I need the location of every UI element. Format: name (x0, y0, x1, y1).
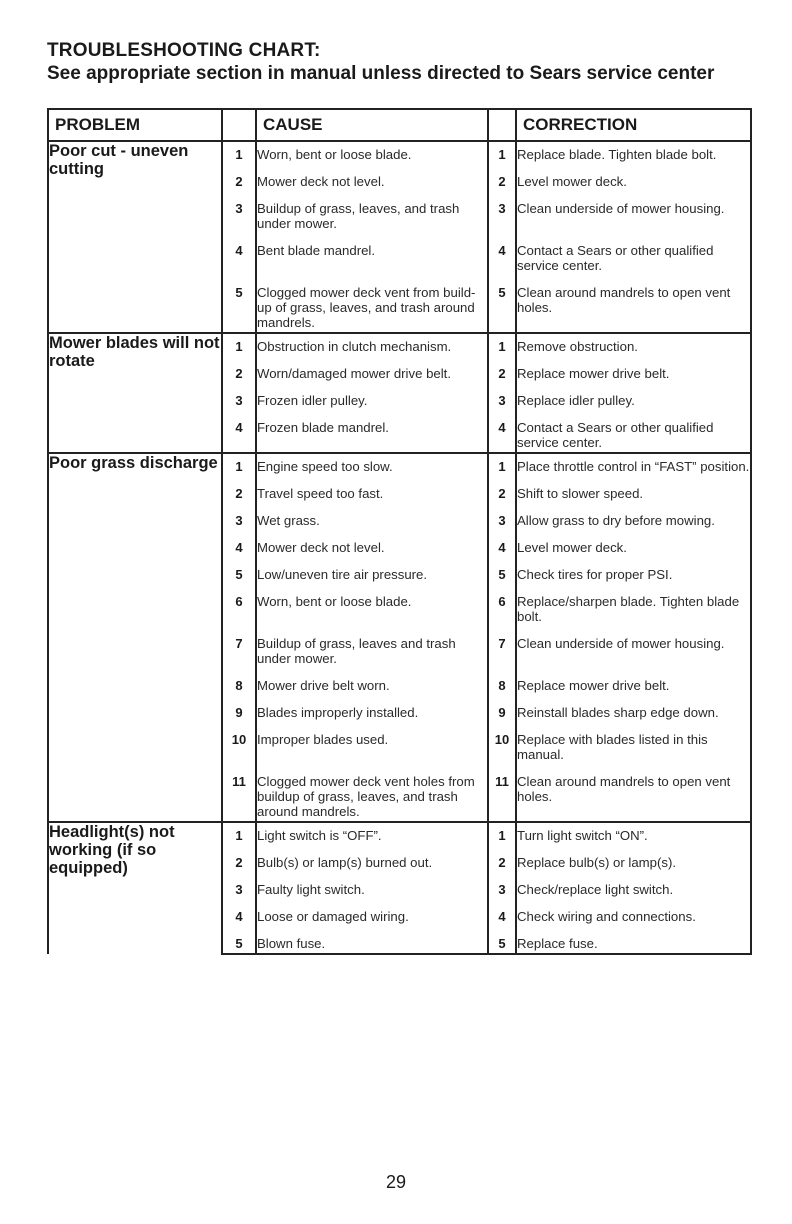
correction-number: 4 (488, 903, 516, 930)
correction-number: 7 (488, 630, 516, 672)
correction-number: 3 (488, 507, 516, 534)
correction-number: 5 (488, 930, 516, 954)
table-row (48, 141, 751, 168)
correction-cell: Replace bulb(s) or lamp(s). (516, 849, 751, 876)
correction-number: 2 (488, 168, 516, 195)
correction-cell: Clean underside of mower housing. (516, 195, 751, 237)
cause-number: 11 (222, 768, 256, 822)
correction-number: 4 (488, 237, 516, 279)
correction-cell: Clean around mandrels to open vent holes. (516, 768, 751, 822)
cause-cell: Engine speed too slow. (256, 453, 488, 480)
cause-cell: Bulb(s) or lamp(s) burned out. (256, 849, 488, 876)
problem-cell: Poor cut - uneven cutting (48, 141, 222, 333)
table-header-row (48, 109, 751, 141)
correction-number: 4 (488, 534, 516, 561)
correction-cell: Shift to slower speed. (516, 480, 751, 507)
cause-number: 6 (222, 588, 256, 630)
correction-number: 3 (488, 387, 516, 414)
page-number: 29 (385, 1172, 407, 1192)
cause-cell: Mower drive belt worn. (256, 672, 488, 699)
correction-number: 3 (488, 195, 516, 237)
cause-cell: Worn/damaged mower drive belt. (256, 360, 488, 387)
troubleshooting-table (47, 108, 752, 955)
column-header-correction: CORRECTION (516, 109, 751, 141)
column-header-cause-number (222, 109, 256, 141)
cause-number: 3 (222, 507, 256, 534)
correction-number: 1 (488, 453, 516, 480)
cause-cell: Frozen blade mandrel. (256, 414, 488, 453)
cause-cell: Blades improperly installed. (256, 699, 488, 726)
correction-cell: Clean underside of mower housing. (516, 630, 751, 672)
correction-cell: Replace idler pulley. (516, 387, 751, 414)
cause-number: 5 (222, 930, 256, 954)
correction-cell: Reinstall blades sharp edge down. (516, 699, 751, 726)
cause-number: 1 (222, 141, 256, 168)
cause-cell: Light switch is “OFF”. (256, 822, 488, 849)
correction-number: 3 (488, 876, 516, 903)
column-header-problem: PROBLEM (48, 109, 222, 141)
table-body (48, 141, 751, 954)
correction-cell: Replace/sharpen blade. Tighten blade bolt. (516, 588, 751, 630)
cause-number: 9 (222, 699, 256, 726)
correction-number: 10 (488, 726, 516, 768)
cause-number: 2 (222, 360, 256, 387)
cause-number: 5 (222, 561, 256, 588)
correction-number: 2 (488, 360, 516, 387)
cause-cell: Wet grass. (256, 507, 488, 534)
correction-cell: Place throttle control in “FAST” position. (516, 453, 751, 480)
cause-number: 3 (222, 387, 256, 414)
column-header-correction-number (488, 109, 516, 141)
cause-number: 10 (222, 726, 256, 768)
cause-number: 4 (222, 414, 256, 453)
cause-cell: Worn, bent or loose blade. (256, 141, 488, 168)
cause-cell: Buildup of grass, leaves and trash under mower. (256, 630, 488, 672)
cause-cell: Mower deck not level. (256, 534, 488, 561)
cause-cell: Worn, bent or loose blade. (256, 588, 488, 630)
column-header-cause: CAUSE (256, 109, 488, 141)
correction-cell: Remove obstruction. (516, 333, 751, 360)
correction-cell: Replace mower drive belt. (516, 360, 751, 387)
correction-cell: Replace with blades listed in this manual. (516, 726, 751, 768)
cause-number: 4 (222, 237, 256, 279)
correction-cell: Contact a Sears or other qualified service center. (516, 237, 751, 279)
cause-number: 8 (222, 672, 256, 699)
correction-number: 1 (488, 333, 516, 360)
page-subtitle: See appropriate section in manual unless directed to Sears service center (47, 63, 715, 84)
cause-cell: Faulty light switch. (256, 876, 488, 903)
correction-cell: Level mower deck. (516, 168, 751, 195)
correction-number: 5 (488, 561, 516, 588)
problem-cell: Poor grass discharge (48, 453, 222, 822)
cause-number: 4 (222, 534, 256, 561)
correction-cell: Check/replace light switch. (516, 876, 751, 903)
cause-cell: Clogged mower deck vent holes from buildup of grass, leaves, and trash around mandrels. (256, 768, 488, 822)
cause-number: 7 (222, 630, 256, 672)
correction-cell: Replace blade. Tighten blade bolt. (516, 141, 751, 168)
cause-number: 1 (222, 453, 256, 480)
correction-cell: Allow grass to dry before mowing. (516, 507, 751, 534)
correction-number: 2 (488, 849, 516, 876)
cause-cell: Frozen idler pulley. (256, 387, 488, 414)
correction-cell: Replace mower drive belt. (516, 672, 751, 699)
table-row (48, 453, 751, 480)
cause-cell: Low/uneven tire air pressure. (256, 561, 488, 588)
cause-cell: Bent blade mandrel. (256, 237, 488, 279)
cause-cell: Travel speed too fast. (256, 480, 488, 507)
cause-number: 1 (222, 333, 256, 360)
correction-number: 1 (488, 141, 516, 168)
correction-number: 5 (488, 279, 516, 333)
correction-number: 9 (488, 699, 516, 726)
cause-cell: Improper blades used. (256, 726, 488, 768)
cause-cell: Clogged mower deck vent from build-up of grass, leaves, and trash around mandrels. (256, 279, 488, 333)
correction-cell: Replace fuse. (516, 930, 751, 954)
problem-cell: Mower blades will not rotate (48, 333, 222, 453)
correction-cell: Check wiring and connections. (516, 903, 751, 930)
cause-number: 3 (222, 195, 256, 237)
page-title: TROUBLESHOOTING CHART: (47, 40, 321, 61)
cause-cell: Mower deck not level. (256, 168, 488, 195)
correction-number: 4 (488, 414, 516, 453)
cause-number: 3 (222, 876, 256, 903)
cause-number: 1 (222, 822, 256, 849)
cause-number: 2 (222, 168, 256, 195)
correction-cell: Contact a Sears or other qualified service center. (516, 414, 751, 453)
correction-number: 6 (488, 588, 516, 630)
correction-cell: Turn light switch “ON”. (516, 822, 751, 849)
cause-number: 2 (222, 480, 256, 507)
correction-cell: Level mower deck. (516, 534, 751, 561)
correction-cell: Clean around mandrels to open vent holes. (516, 279, 751, 333)
cause-cell: Loose or damaged wiring. (256, 903, 488, 930)
cause-cell: Buildup of grass, leaves, and trash under mower. (256, 195, 488, 237)
cause-number: 4 (222, 903, 256, 930)
correction-number: 8 (488, 672, 516, 699)
correction-number: 2 (488, 480, 516, 507)
correction-number: 11 (488, 768, 516, 822)
cause-number: 2 (222, 849, 256, 876)
correction-number: 1 (488, 822, 516, 849)
correction-cell: Check tires for proper PSI. (516, 561, 751, 588)
cause-cell: Obstruction in clutch mechanism. (256, 333, 488, 360)
table-row (48, 333, 751, 360)
table-row (48, 822, 751, 849)
problem-cell: Headlight(s) not working (if so equipped) (48, 822, 222, 954)
cause-number: 5 (222, 279, 256, 333)
cause-cell: Blown fuse. (256, 930, 488, 954)
